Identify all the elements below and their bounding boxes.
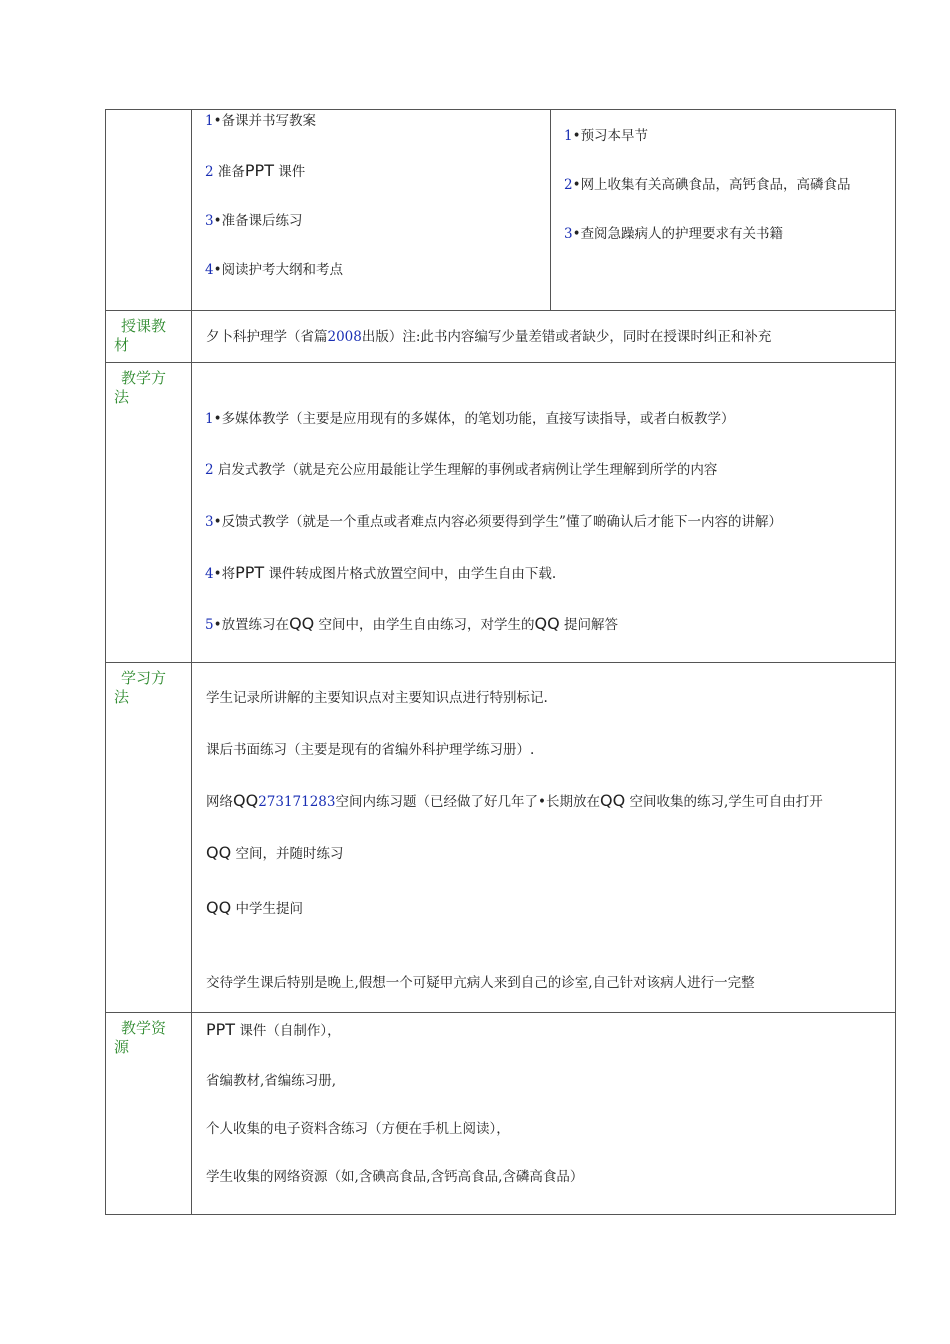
method-item: 4•将PPT 课件转成图片格式放置空间中，由学生自由下载.	[205, 563, 557, 582]
resource-line: 省编教材,省编练习册,	[206, 1073, 337, 1089]
teaching-resources-row	[106, 1013, 895, 1214]
resource-line: PPT 课件（自制作），	[206, 1020, 341, 1039]
student-prep-cell	[551, 110, 896, 310]
resource-line: 学生收集的网络资源（如,含碘高食品,含钙高食品,含磷高食品）	[206, 1169, 584, 1185]
method-item: 2 启发式教学（就是充公应用最能让学生理解的事例或者病例让学生理解到所学的内容	[205, 462, 718, 478]
teacher-prep-item: 3•准备课后练习	[205, 213, 303, 229]
textbook-row	[106, 311, 895, 363]
textbook-cell	[192, 311, 896, 362]
teacher-prep-item: 4•阅读护考大纲和考点	[205, 262, 344, 278]
textbook-text: 夕卜科护理学（省篇2008出版）注:此书内容编写少量差错或者缺少，同时在授课时纠正和补充	[206, 329, 772, 345]
teacher-prep-cell	[192, 110, 550, 310]
student-prep-item: 3•查阅急躁病人的护理要求有关书籍	[564, 226, 784, 242]
teaching-methods-row	[106, 363, 895, 663]
student-prep-item: 1•预习本早节	[564, 128, 649, 144]
learning-methods-label: 学习方 法	[106, 663, 192, 1012]
learning-line: 课后书面练习（主要是现有的省编外科护理学练习册）.	[206, 742, 535, 758]
learning-line: QQ 空间，并随时练习	[206, 843, 344, 862]
learning-line: 网络QQ273171283空间内练习题（已经做了好几年了•长期放在QQ 空间收集的练习,学生可自由打开	[206, 791, 823, 810]
learning-methods-cell	[192, 663, 896, 1012]
learning-line: 交待学生课后特别是晚上,假想一个可疑甲亢病人来到自己的诊室,自己针对该病人进行一完整	[206, 975, 755, 991]
method-item: 1•多媒体教学（主要是应用现有的多媒体，的笔划功能，直接写读指导，或者白板教学）	[205, 411, 735, 427]
teaching-resources-label: 教学资 源	[106, 1013, 192, 1214]
resource-line: 个人收集的电子资料含练习（方便在手机上阅读），	[206, 1121, 510, 1137]
preparation-label-cell	[106, 110, 192, 310]
lesson-plan-table	[105, 109, 896, 1215]
teaching-resources-cell	[192, 1013, 896, 1214]
learning-methods-row	[106, 663, 895, 1013]
method-item: 3•反馈式教学（就是一个重点或者难点内容必须要得到学生”懂了啲确认后才能下一内容的讲解）	[205, 514, 782, 530]
teacher-prep-item: 2 准备PPT 课件	[205, 161, 306, 180]
learning-line: QQ 中学生提问	[206, 898, 303, 917]
teaching-methods-cell	[192, 363, 896, 662]
student-prep-item: 2•网上收集有关高碘食品，高钙食品，高磷食品	[564, 177, 851, 193]
teaching-methods-label: 教学方 法	[106, 363, 192, 662]
method-item: 5•放置练习在QQ 空间中，由学生自由练习，对学生的QQ 提问解答	[205, 614, 619, 633]
learning-line: 学生记录所讲解的主要知识点对主要知识点进行特别标记.	[206, 690, 548, 706]
textbook-label: 授课教 材	[106, 311, 192, 362]
teacher-prep-item: 1•备课并书写教案	[205, 113, 317, 129]
preparation-row	[106, 110, 895, 311]
